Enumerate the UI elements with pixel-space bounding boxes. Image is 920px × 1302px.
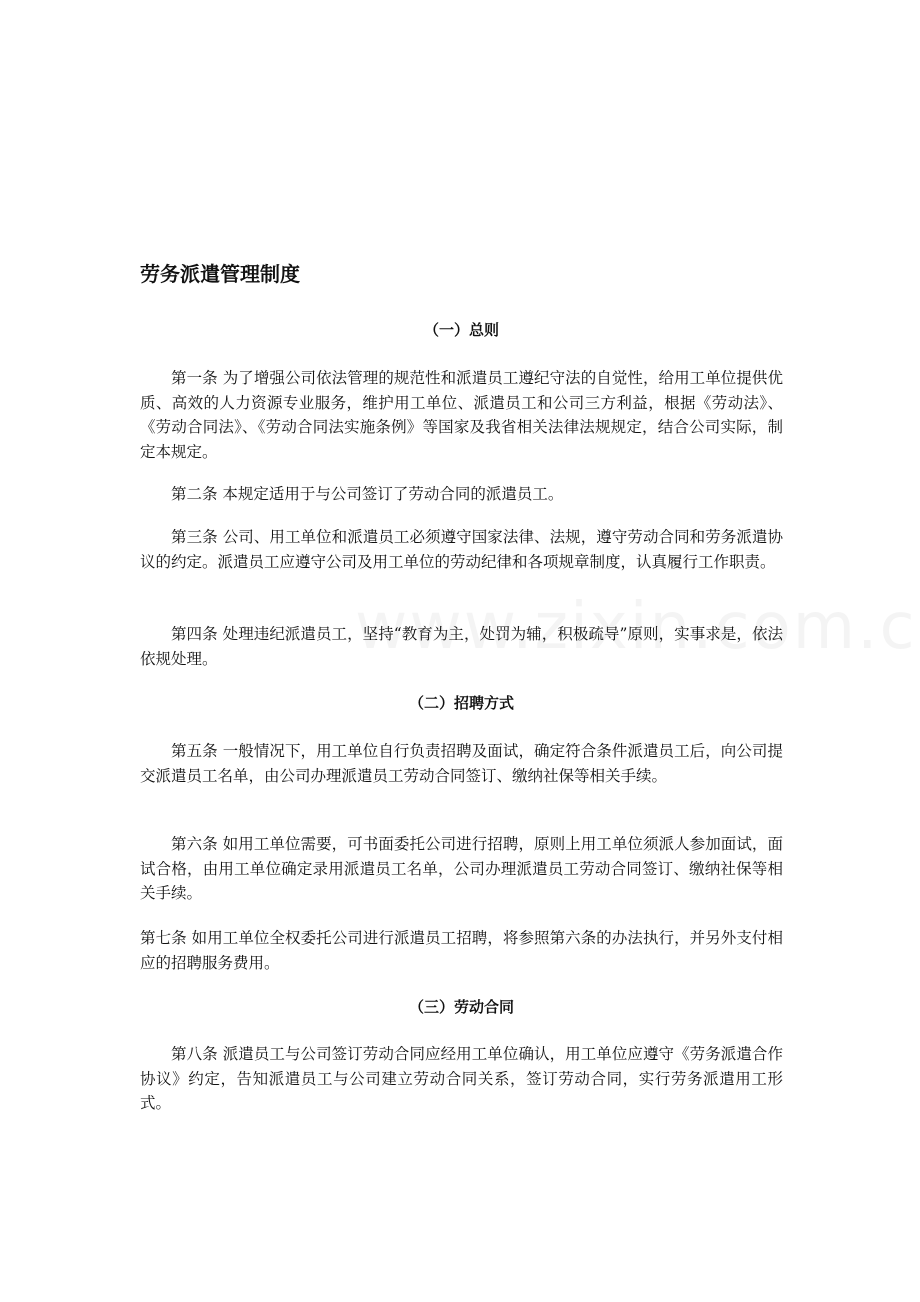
section-heading-labor-contract: （三）劳动合同 [408, 998, 514, 1016]
article-3: 第三条 公司、用工单位和派遣员工必须遵守国家法律、法规，遵守劳动合同和劳务派遣协议的约定。派遣员工应遵守公司及用工单位的劳动纪律和各项规章制度，认真履行工作职责。 [140, 528, 783, 571]
document-page [140, 0, 783, 1302]
article-4: 第四条 处理违纪派遣员工，坚持“教育为主，处罚为辅，积极疏导”原则，实事求是，依法依规处理。 [140, 625, 783, 668]
section-heading-general: （一）总则 [423, 321, 499, 339]
article-6: 第六条 如用工单位需要，可书面委托公司进行招聘，原则上用工单位须派人参加面试，面试合格，由用工单位确定录用派遣员工名单，公司办理派遣员工劳动合同签订、缴纳社保等相关手续。 [140, 835, 783, 902]
section-heading-recruitment: （二）招聘方式 [408, 694, 514, 712]
article-8: 第八条 派遣员工与公司签订劳动合同应经用工单位确认，用工单位应遵守《劳务派遣合作协议》约定，告知派遣员工与公司建立劳动合同关系，签订劳动合同，实行劳务派遣用工形式。 [140, 1045, 783, 1112]
article-7: 第七条 如用工单位全权委托公司进行派遣员工招聘，将参照第六条的办法执行，并另外支付相应的招聘服务费用。 [140, 929, 783, 972]
document-title: 劳务派遣管理制度 [140, 262, 300, 286]
article-1: 第一条 为了增强公司依法管理的规范性和派遣员工遵纪守法的自觉性，给用工单位提供优质、高效的人力资源专业服务，维护用工单位、派遣员工和公司三方利益，根据《劳动法》、《劳动合同法》、《劳动合同法实施条例》等国家及我省相关法律法规规定，结合公司实际，制定本规定。 [140, 369, 783, 461]
article-2: 第二条 本规定适用于与公司签订了劳动合同的派遣员工。 [171, 485, 564, 503]
article-5: 第五条 一般情况下，用工单位自行负责招聘及面试，确定符合条件派遣员工后，向公司提交派遣员工名单，由公司办理派遣员工劳动合同签订、缴纳社保等相关手续。 [140, 742, 783, 785]
